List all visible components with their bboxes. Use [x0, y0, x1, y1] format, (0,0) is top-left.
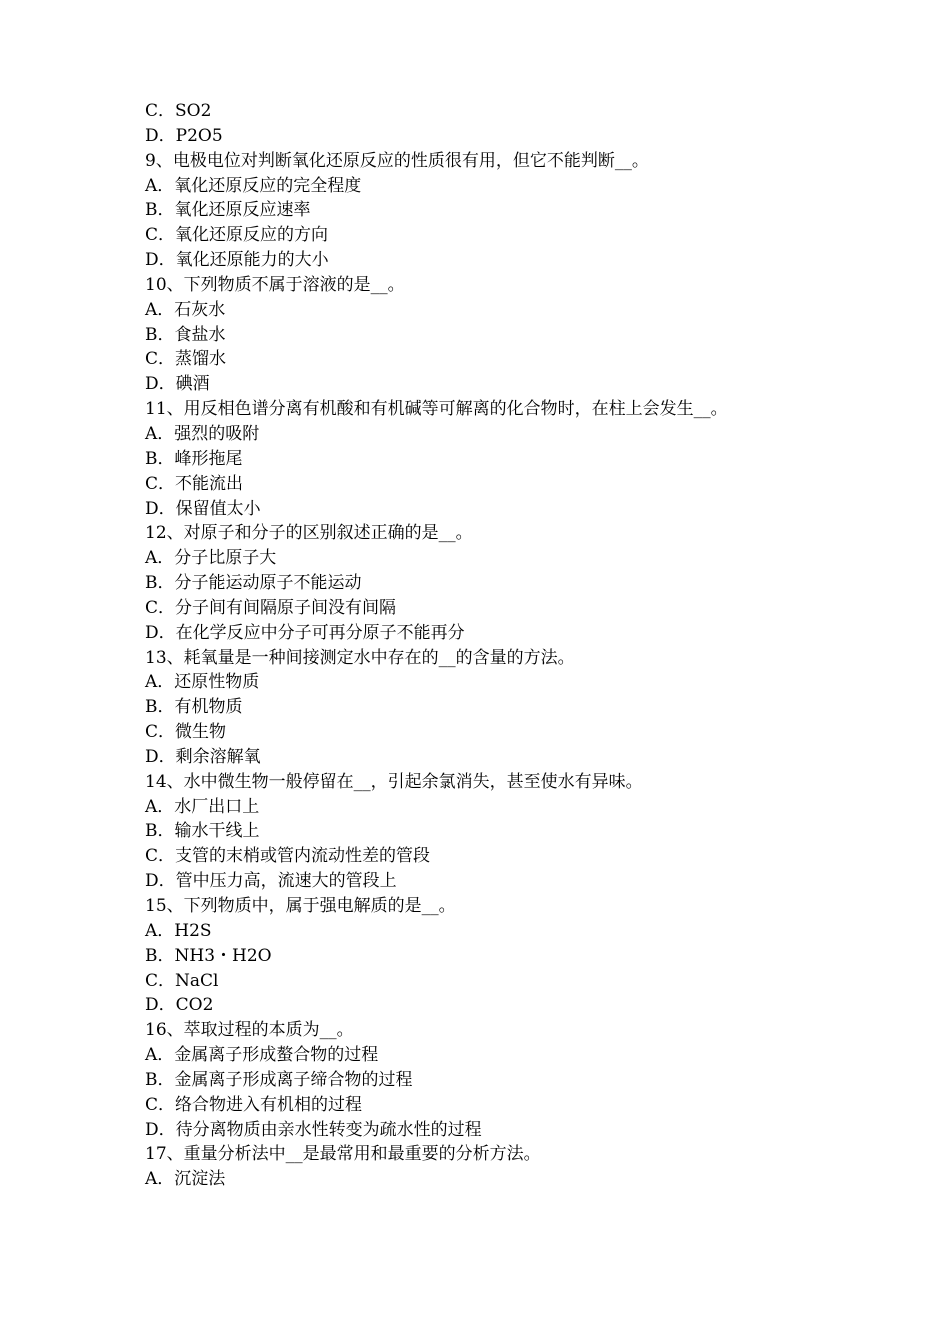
- option-text: C．支管的末梢或管内流动性差的管段: [145, 846, 431, 867]
- question-text: 13、耗氧量是一种间接测定水中存在的__的含量的方法。: [145, 647, 575, 668]
- option-text: C．不能流出: [145, 473, 244, 494]
- option-text: A．分子比原子大: [145, 548, 277, 569]
- document-body: [145, 99, 845, 1192]
- question-text: 11、用反相色谱分离有机酸和有机碱等可解离的化合物时，在柱上会发生__。: [145, 399, 728, 420]
- option-text: A．水厂出口上: [145, 796, 260, 817]
- option-text: D．P2O5: [145, 125, 223, 146]
- question-text: 15、下列物质中，属于强电解质的是__。: [145, 896, 456, 916]
- option-text: D．保留值太小: [145, 498, 261, 519]
- question-text: 12、对原子和分子的区别叙述正确的是__。: [145, 523, 473, 544]
- option-text: A．H2S: [145, 920, 212, 941]
- option-text: C．蒸馏水: [145, 349, 227, 370]
- option-text: A．强烈的吸附: [145, 423, 260, 444]
- option-text: A．还原性物质: [145, 672, 260, 693]
- question-text: 14、水中微生物一般停留在__，引起余氯消失，甚至使水有异味。: [145, 771, 643, 792]
- question-text: 9、电极电位对判断氧化还原反应的性质很有用，但它不能判断__。: [145, 150, 649, 171]
- option-text: A．石灰水: [145, 299, 226, 320]
- option-text: D．在化学反应中分子可再分原子不能再分: [145, 622, 465, 643]
- option-text: C．络合物进入有机相的过程: [145, 1094, 363, 1115]
- option-text: C．氧化还原反应的方向: [145, 225, 329, 246]
- option-text: B．分子能运动原子不能运动: [145, 573, 362, 594]
- question-text: 17、重量分析法中__是最常用和最重要的分析方法。: [145, 1144, 541, 1165]
- option-text: B．食盐水: [145, 324, 226, 345]
- question-text: 10、下列物质不属于溶液的是__。: [145, 274, 405, 295]
- option-text: D．碘酒: [145, 374, 210, 395]
- option-text: D．剩余溶解氧: [145, 746, 261, 767]
- option-text: B．金属离子形成离子缔合物的过程: [145, 1069, 413, 1090]
- option-text: B．氧化还原反应速率: [145, 200, 311, 221]
- option-text: A．沉淀法: [145, 1169, 226, 1190]
- option-text: D．待分离物质由亲水性转变为疏水性的过程: [145, 1119, 482, 1140]
- option-text: B．有机物质: [145, 697, 243, 718]
- option-text: C．SO2: [145, 101, 212, 121]
- option-text: B．NH3・H2O: [145, 945, 272, 966]
- option-text: C．分子间有间隔原子间没有间隔: [145, 597, 397, 618]
- option-text: B．峰形拖尾: [145, 448, 243, 469]
- option-text: A．氧化还原反应的完全程度: [145, 175, 362, 196]
- option-text: C．NaCl: [145, 970, 219, 991]
- option-text: B．输水干线上: [145, 821, 260, 842]
- option-text: A．金属离子形成螯合物的过程: [145, 1045, 379, 1066]
- option-text: D．CO2: [145, 995, 214, 1016]
- question-text: 16、萃取过程的本质为__。: [145, 1020, 354, 1041]
- option-text: D．管中压力高，流速大的管段上: [145, 871, 397, 892]
- option-text: D．氧化还原能力的大小: [145, 250, 329, 271]
- option-text: C．微生物: [145, 722, 227, 743]
